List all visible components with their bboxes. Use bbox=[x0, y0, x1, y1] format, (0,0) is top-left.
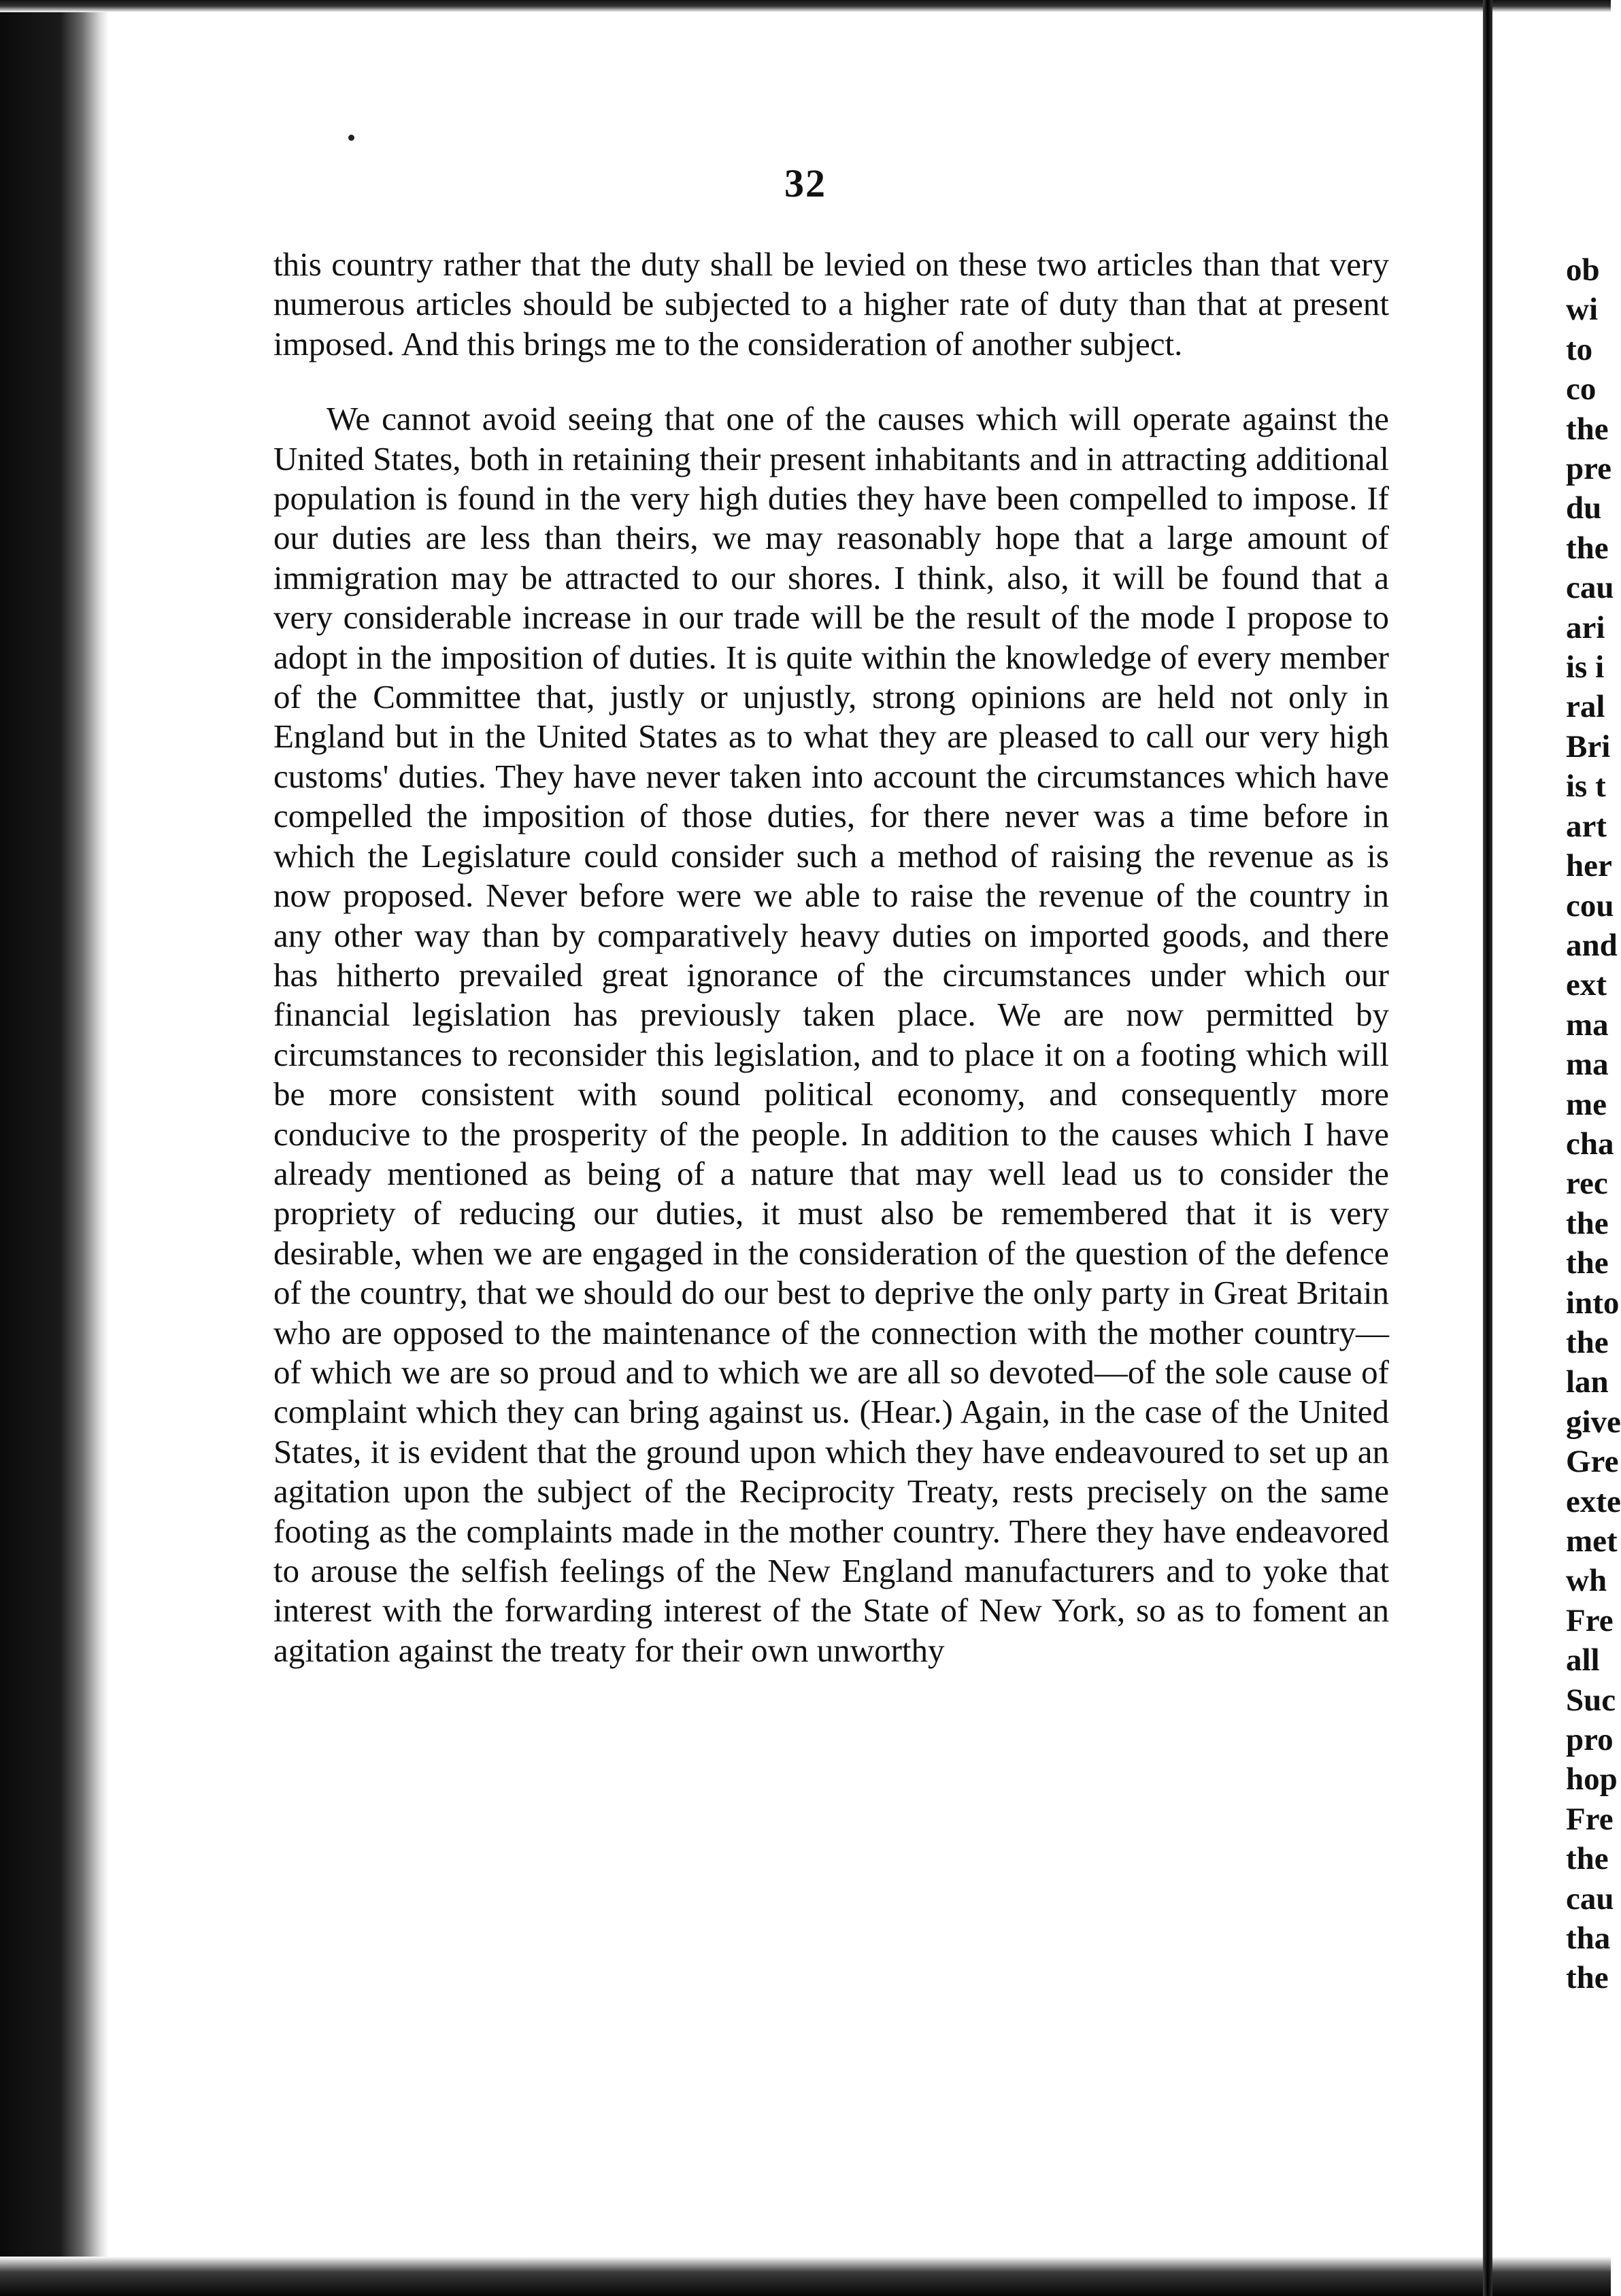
next-page-fragment: all bbox=[1566, 1642, 1600, 1678]
next-page-fragment: co bbox=[1566, 371, 1597, 407]
next-page-fragment: cau bbox=[1566, 570, 1614, 606]
next-page-fragment: into bbox=[1566, 1285, 1620, 1321]
next-page-fragment: ma bbox=[1566, 1047, 1609, 1083]
next-page-fragment: and bbox=[1566, 927, 1618, 963]
next-page-fragment: the bbox=[1566, 1205, 1609, 1241]
next-page-fragment: the bbox=[1566, 1841, 1609, 1877]
next-page-fragment: ari bbox=[1566, 609, 1605, 645]
next-page-fragment: pro bbox=[1566, 1722, 1614, 1758]
next-page-fragment: to bbox=[1566, 331, 1593, 367]
next-page-fragment: cou bbox=[1566, 888, 1614, 924]
next-page-fragment: cha bbox=[1566, 1126, 1614, 1162]
next-page-fragment: Gre bbox=[1566, 1444, 1619, 1480]
next-page-fragment: exte bbox=[1566, 1483, 1621, 1519]
paragraph: We cannot avoid seeing that one of the causes which will operate against the United States, both in retaining their present inhabitants and in attracting additional population is found in the very high duties they have been compelled to impose. If our duties are less than theirs, we may reasonably hope that a large amount of immigration may be attracted to our shores. I think, also, it will be found that a very considerable increase in our trade will be the result of the mode I propose to adopt in the imposition of duties. It is quite within the knowledge of every member of the Committee that, justly or unjustly, strong opinions are held not only in England but in the United States as to what they are pleased to call our very high customs' duties. They have never taken into account the circumstances which have compelled the imposition of those duties, for there never was a time before in which the Legislature could consider such a method of raising the revenue as is now proposed. Never before were we able to raise the revenue of the country in any other way than by comparatively heavy duties on imported goods, and there has hitherto prevailed great ignorance of the circumstances under which our financial legislation has previously taken place. We are now permitted by circumstances to reconsider this legislation, and to place it on a footing which will be more consistent with sound political economy, and consequently more conducive to the prosperity of the people. In addition to the causes which I have already mentioned as being of a nature that may well lead us to consider the propriety of reducing our duties, it must also be remembered that it is very desirable, when we are engaged in the consideration of the question of the defence of the country, that we should do our best to deprive the only party in Great Britain who are opposed to the maintenance of the connection with the mother country—of which we are so proud and to which we are all so devoted—of the sole cause of complaint which they can bring against us. (Hear.) Again, in the case of the United States, it is evident that the ground upon which they have endeavoured to set up an agitation upon the subject of the Reciprocity Treaty, rests precisely on the same footing as the complaints made in the mother country. There they have endeavored to arouse the selfish feelings of the New England manufacturers and to yoke that interest with the forwarding interest of the State of New York, so as to foment an agitation against the treaty for their own unworthy bbox=[273, 400, 1389, 1669]
next-page-fragment: me bbox=[1566, 1086, 1607, 1122]
next-page-fragment: the bbox=[1566, 1960, 1609, 1996]
next-page-fragment: rec bbox=[1566, 1166, 1608, 1202]
next-page-fragment: her bbox=[1566, 848, 1612, 884]
next-page-fragment: Suc bbox=[1566, 1682, 1616, 1718]
next-page-fragment: du bbox=[1566, 490, 1602, 526]
next-page-fragment: hop bbox=[1566, 1761, 1618, 1797]
book-gutter bbox=[1483, 0, 1492, 2296]
next-page-fragment: met bbox=[1566, 1523, 1618, 1559]
ink-speck bbox=[348, 135, 354, 141]
next-page-fragment: Fre bbox=[1566, 1602, 1614, 1638]
next-page-fragment: tha bbox=[1566, 1921, 1611, 1957]
body-text bbox=[273, 245, 1389, 1670]
next-page-fragment: art bbox=[1566, 808, 1607, 844]
next-page-fragment: the bbox=[1566, 1245, 1609, 1281]
next-page-fragment: the bbox=[1566, 530, 1609, 566]
scan-left-edge bbox=[0, 0, 109, 2296]
next-page-fragment: ma bbox=[1566, 1007, 1609, 1043]
next-page-fragment: is t bbox=[1566, 769, 1606, 805]
next-page-fragment: the bbox=[1566, 1324, 1609, 1360]
next-page-fragment: lan bbox=[1566, 1364, 1609, 1400]
next-page-fragment: ext bbox=[1566, 967, 1607, 1003]
page-number: 32 bbox=[784, 161, 826, 205]
next-page-fragment: ral bbox=[1566, 689, 1605, 725]
next-page-fragment: is i bbox=[1566, 649, 1605, 686]
next-page-fragment: pre bbox=[1566, 451, 1612, 487]
next-page-fragment: Bri bbox=[1566, 728, 1611, 764]
next-page-fragment: Fre bbox=[1566, 1801, 1614, 1837]
next-page-fragment: ob bbox=[1566, 252, 1600, 288]
scan-bottom-edge bbox=[0, 2257, 1611, 2296]
next-page-fragment: give bbox=[1566, 1404, 1621, 1440]
next-page-fragment: the bbox=[1566, 411, 1609, 447]
scan-top-edge bbox=[0, 0, 1611, 12]
paragraph: this country rather that the duty shall be levied on these two articles than that very numerous articles should be subjected to a higher rate of duty than that at present imposed. And this brings me to the consideration of another subject. bbox=[273, 246, 1389, 362]
next-page-fragment: cau bbox=[1566, 1880, 1614, 1917]
next-page-fragment: wi bbox=[1566, 292, 1598, 328]
next-page-edge-text bbox=[1566, 250, 1621, 1998]
next-page-fragment: wh bbox=[1566, 1563, 1607, 1599]
